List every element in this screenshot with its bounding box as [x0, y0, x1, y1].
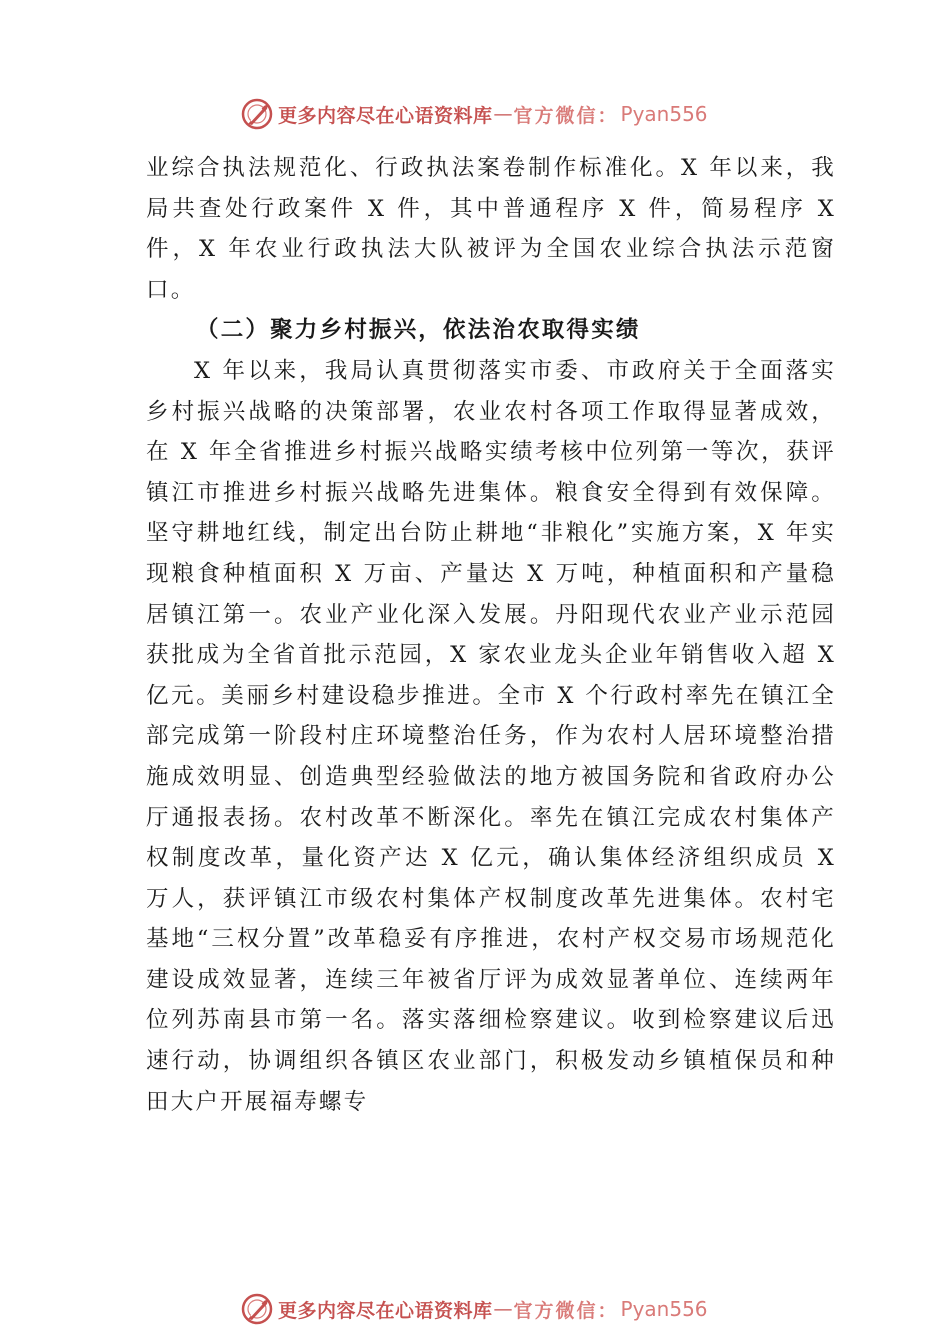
- quill-logo-icon: [240, 97, 274, 131]
- watermark-wechat-id: Pyan556: [620, 102, 708, 126]
- quill-logo-icon: [240, 1292, 274, 1326]
- section-heading: （二）聚力乡村振兴，依法治农取得实绩: [196, 317, 641, 344]
- watermark-channel: 官方微信：: [513, 1299, 619, 1322]
- watermark-channel: 官方微信：: [513, 104, 619, 127]
- section-paragraph: X 年以来，我局认真贯彻落实市委、市政府关于全面落实乡村振兴战略的决策部署，农业农村各项工作取得显著成效，在 X 年全省推进乡村振兴战略实绩考核中位列第一等次，获评镇江市推进乡村振兴战略先进集体。粮食安全得到有效保障。坚守耕地红线，制定出台防止耕地“非粮化”实施方案，X 年实现粮食种植面积 X 万亩、产量达 X 万吨，种植面积和产量稳居镇江第一。农业产业化深入发展。丹阳现代农业产业示范园获批成为全省首批示范园，X 家农业龙头企业年销售收入超 X 亿元。美丽乡村建设稳步推进。全市 X 个行政村率先在镇江全部完成第一阶段村庄环境整治任务，作为农村人居环境整治措施成效明显、创造典型经验做法的地方被国务院和省政府办公厅通报表扬。农村改革不断深化。率先在镇江完成农村集体产权制度改革，量化资产达 X 亿元，确认集体经济组织成员 X 万人，获评镇江市级农村集体产权制度改革先进集体。农村宅基地“三权分置”改革稳妥有序推进，农村产权交易市场规范化建设成效显著，连续三年被省厅评为成效显著单位、连续两年位列苏南县市第一名。落实落细检察建议。收到检察建议后迅速行动，协调组织各镇区农业部门，积极发动乡镇植保员和种田大户开展福寿螺专: [146, 357, 836, 1115]
- watermark-wechat-id: Pyan556: [620, 1297, 708, 1321]
- continued-paragraph: 业综合执法规范化、行政执法案卷制作标准化。X 年以来，我局共查处行政案件 X 件，其中普通程序 X 件，简易程序 X 件，X 年农业行政执法大队被评为全国农业综合执法示范窗口。: [146, 155, 836, 303]
- document-body: [146, 148, 836, 1122]
- watermark-dash: —: [493, 1298, 513, 1320]
- watermark-brand: 更多内容尽在心语资料库: [278, 1299, 493, 1322]
- header-watermark: [240, 96, 760, 132]
- footer-watermark: [240, 1291, 760, 1327]
- watermark-dash: —: [493, 103, 513, 125]
- watermark-brand: 更多内容尽在心语资料库: [278, 104, 493, 127]
